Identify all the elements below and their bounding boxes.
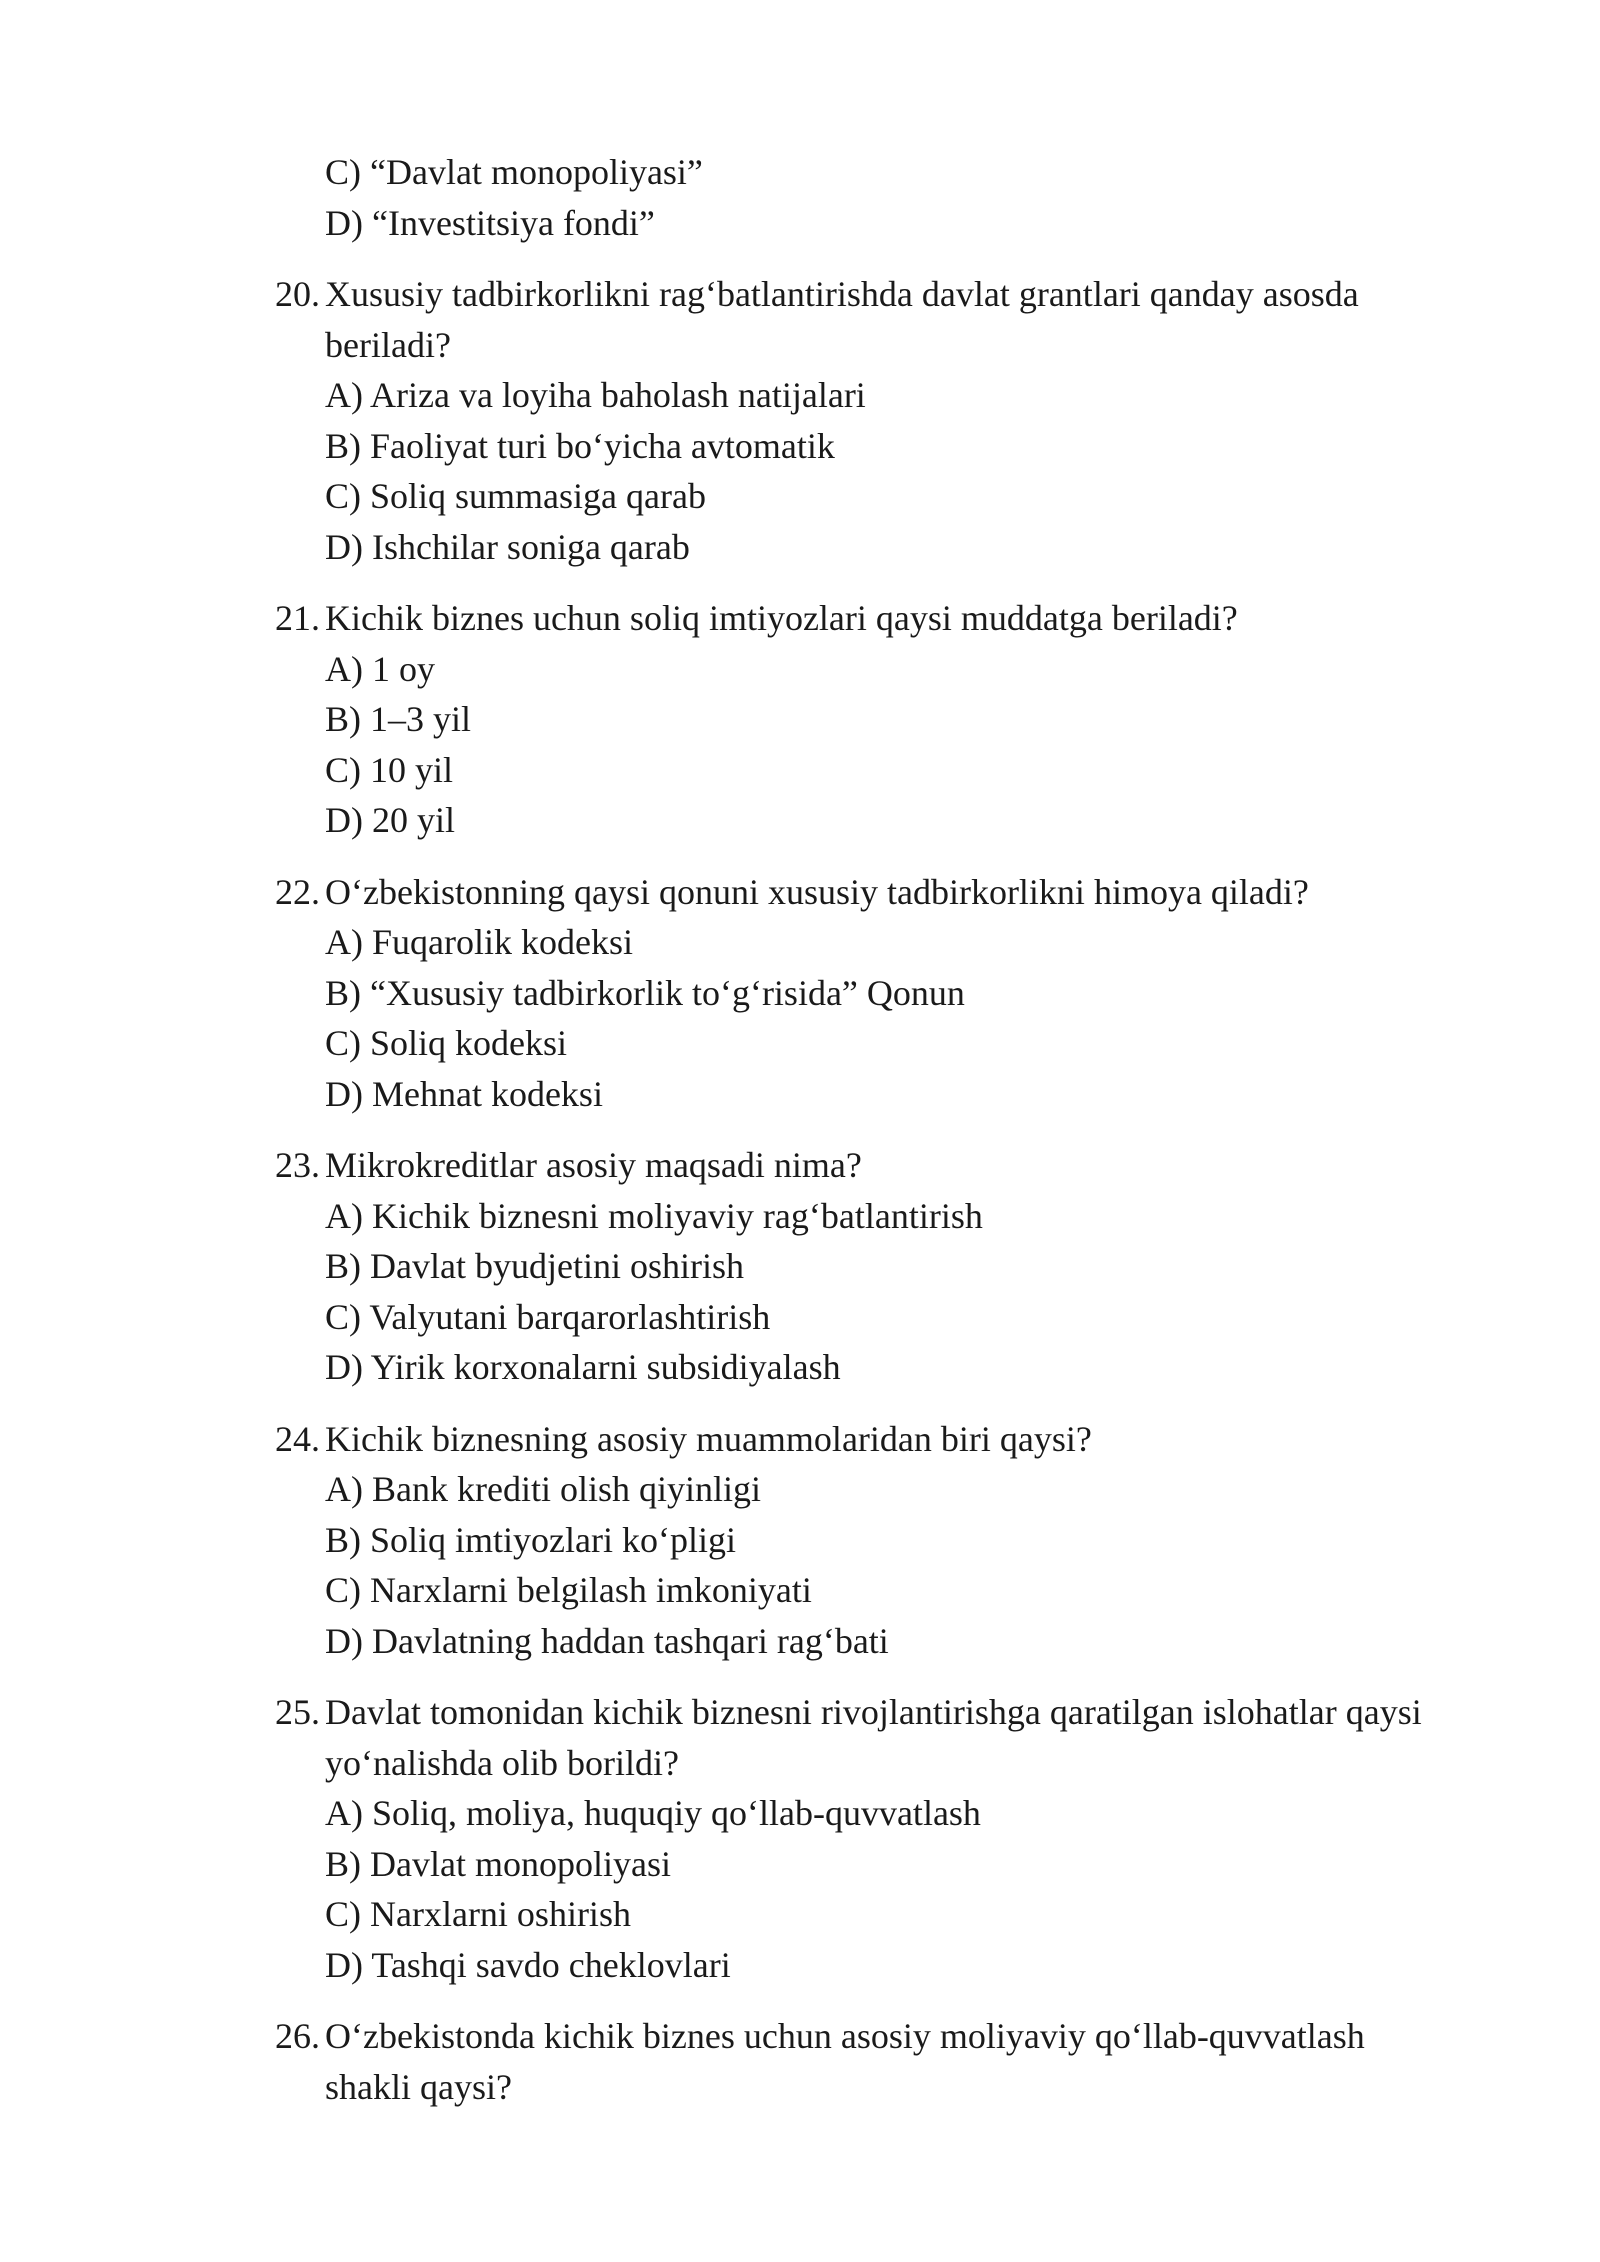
question-text-continued: shakli qaysi? <box>325 2066 512 2107</box>
option-a: A) Bank krediti olish qiyinligi <box>325 1469 761 1509</box>
question-text: Kichik biznes uchun soliq imtiyozlari qaysi muddatga beriladi? <box>325 598 1238 638</box>
question-text: Mikrokreditlar asosiy maqsadi nima? <box>325 1145 862 1185</box>
option-c: C) Narxlarni oshirish <box>325 1894 631 1934</box>
question-26 <box>0 2011 1600 2112</box>
option-d: D) Ishchilar soniga qarab <box>325 526 690 567</box>
question-text: Davlat tomonidan kichik biznesni rivojlantirishga qaratilgan islohatlar qaysi <box>325 1692 1422 1732</box>
carryover-options <box>0 147 1600 248</box>
question-number: 25. <box>275 1692 320 1732</box>
question-21 <box>0 593 1600 846</box>
question-22 <box>0 867 1600 1120</box>
question-line <box>0 2011 1600 2062</box>
question-line <box>0 1414 1600 1465</box>
question-text: Xususiy tadbirkorlikni rag‘batlantirishda davlat grantlari qanday asosda <box>325 274 1359 314</box>
question-line <box>0 269 1600 320</box>
question-line <box>0 593 1600 644</box>
option-b: B) Faoliyat turi bo‘yicha avtomatik <box>325 425 835 466</box>
question-text: Kichik biznesning asosiy muammolaridan biri qaysi? <box>325 1418 1092 1459</box>
option-d: D) Yirik korxonalarni subsidiyalash <box>325 1347 841 1387</box>
option-b: B) Soliq imtiyozlari ko‘pligi <box>325 1519 736 1560</box>
option-d: D) 20 yil <box>325 800 455 840</box>
option-a: A) Fuqarolik kodeksi <box>325 922 633 962</box>
question-line <box>0 867 1600 918</box>
option-a: A) Kichik biznesni moliyaviy rag‘batlantirish <box>325 1195 983 1236</box>
question-text-continued: yo‘nalishda olib borildi? <box>325 1742 679 1783</box>
question-text: O‘zbekistonning qaysi qonuni xususiy tadbirkorlikni himoya qiladi? <box>325 871 1309 912</box>
question-number: 21. <box>275 598 320 638</box>
question-line <box>0 1140 1600 1191</box>
option-c: C) Soliq summasiga qarab <box>325 476 706 516</box>
option: C) “Davlat monopoliyasi” <box>325 152 703 192</box>
option-c: C) Valyutani barqarorlashtirish <box>325 1296 771 1337</box>
option-d: D) Tashqi savdo cheklovlari <box>325 1944 731 1985</box>
question-25 <box>0 1687 1600 1990</box>
question-number: 22. <box>275 871 320 912</box>
option-b: B) “Xususiy tadbirkorlik to‘g‘risida” Qonun <box>325 972 965 1013</box>
option-c: C) 10 yil <box>325 749 454 790</box>
question-number: 23. <box>275 1145 320 1185</box>
option-d: D) Mehnat kodeksi <box>325 1073 603 1114</box>
option: D) “Investitsiya fondi” <box>325 202 655 243</box>
question-number: 26. <box>275 2016 320 2056</box>
question-23 <box>0 1140 1600 1393</box>
question-line <box>0 1687 1600 1738</box>
option-c: C) Soliq kodeksi <box>325 1023 568 1063</box>
question-20 <box>0 269 1600 572</box>
option-b: B) 1–3 yil <box>325 699 472 739</box>
question-text-continued: beriladi? <box>325 324 451 365</box>
question-24 <box>0 1414 1600 1667</box>
option-b: B) Davlat monopoliyasi <box>325 1843 671 1884</box>
option-b: B) Davlat byudjetini oshirish <box>325 1246 744 1286</box>
question-text: O‘zbekistonda kichik biznes uchun asosiy moliyaviy qo‘llab-quvvatlash <box>325 2016 1365 2056</box>
option-a: A) Ariza va loyiha baholash natijalari <box>325 375 866 415</box>
option-a: A) 1 oy <box>325 648 435 689</box>
option-c: C) Narxlarni belgilash imkoniyati <box>325 1570 812 1610</box>
option-a: A) Soliq, moliya, huquqiy qo‘llab-quvvatlash <box>325 1793 981 1833</box>
question-number: 20. <box>275 274 320 314</box>
question-number: 24. <box>275 1418 320 1459</box>
option-d: D) Davlatning haddan tashqari rag‘bati <box>325 1620 889 1661</box>
